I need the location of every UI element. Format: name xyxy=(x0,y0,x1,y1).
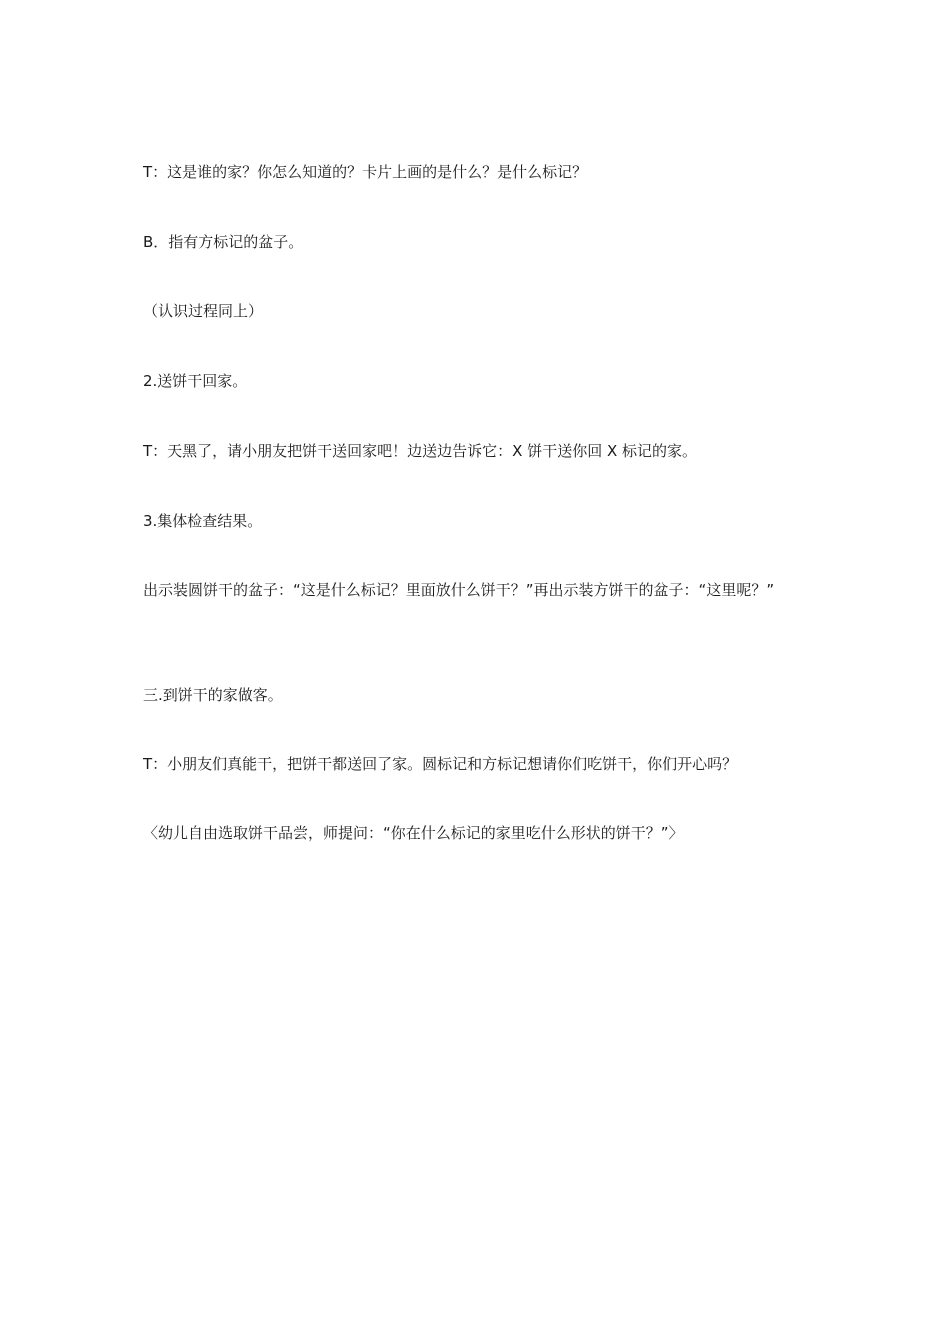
paragraph-heading-send-home: 2.送饼干回家。 xyxy=(143,372,248,390)
paragraph-heading-visit: 三.到饼干的家做客。 xyxy=(143,686,283,704)
paragraph-tasting-note: 〈幼儿自由选取饼干品尝，师提问：“你在什么标记的家里吃什么形状的饼干？”〉 xyxy=(143,824,684,842)
paragraph-show-containers: 出示装圆饼干的盆子：“这是什么标记？里面放什么饼干？”再出示装方饼干的盆子：“这里呢？” xyxy=(143,581,775,599)
paragraph-heading-check: 3.集体检查结果。 xyxy=(143,512,263,530)
paragraph-teacher-night: T：天黑了，请小朋友把饼干送回家吧！边送边告诉它：X 饼干送你回 X 标记的家。 xyxy=(143,442,698,460)
paragraph-teacher-question: T：这是谁的家？你怎么知道的？卡片上画的是什么？是什么标记？ xyxy=(143,163,588,181)
paragraph-note-same-process: （认识过程同上） xyxy=(143,302,264,320)
paragraph-teacher-praise: T：小朋友们真能干，把饼干都送回了家。圆标记和方标记想请你们吃饼干，你们开心吗？ xyxy=(143,755,738,773)
paragraph-step-b: B．指有方标记的盆子。 xyxy=(143,233,304,251)
